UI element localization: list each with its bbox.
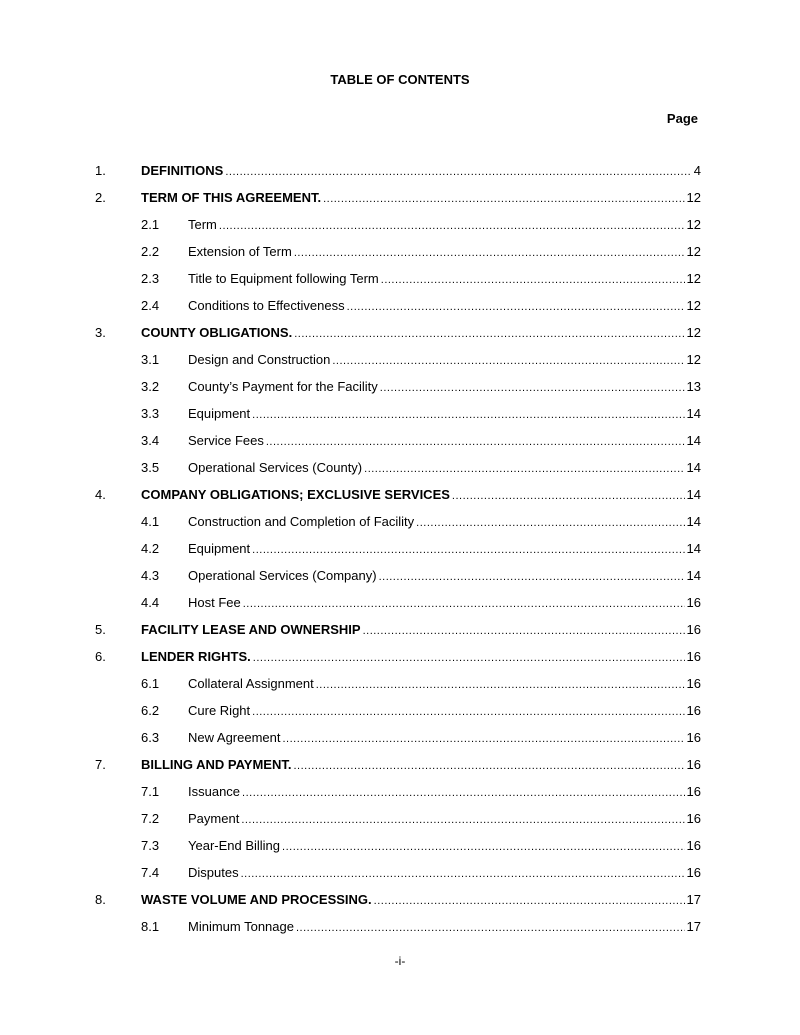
toc-entry-page-number: 16	[686, 649, 701, 664]
toc-entry-page-number: 16	[686, 757, 701, 772]
toc-entry-number: 3.2	[141, 379, 160, 394]
toc-subsection-entry[interactable]	[0, 783, 800, 810]
toc-entry-line	[141, 324, 701, 343]
toc-entry-number: 5.	[95, 622, 106, 637]
toc-subsection-entry[interactable]	[0, 216, 800, 243]
toc-entry-title: TERM OF THIS AGREEMENT.	[141, 190, 322, 205]
toc-entry-title: Service Fees	[188, 433, 264, 448]
toc-entry-title: Design and Construction	[188, 352, 331, 367]
toc-entry-page-number: 12	[686, 190, 701, 205]
toc-entry-number: 3.5	[141, 460, 160, 475]
toc-subsection-entry[interactable]	[0, 675, 800, 702]
toc-entry-page-number: 16	[686, 730, 701, 745]
toc-entry-number: 6.	[95, 649, 106, 664]
toc-dot-leader	[296, 920, 685, 937]
toc-dot-leader	[316, 677, 685, 694]
toc-dot-leader	[241, 866, 685, 883]
toc-entry-page-number: 17	[686, 892, 701, 907]
toc-entry-number: 4.3	[141, 568, 160, 583]
toc-entry-page-number: 16	[686, 703, 701, 718]
toc-section-entry[interactable]	[0, 891, 800, 918]
toc-subsection-entry[interactable]	[0, 378, 800, 405]
toc-dot-leader	[323, 191, 684, 208]
toc-entry-line	[141, 189, 701, 208]
toc-dot-leader	[266, 434, 685, 451]
toc-entry-title: Term	[188, 217, 217, 232]
toc-entry-number: 7.4	[141, 865, 160, 880]
toc-entry-number: 7.1	[141, 784, 160, 799]
toc-dot-leader	[294, 245, 685, 262]
toc-subsection-entry[interactable]	[0, 567, 800, 594]
toc-entry-line	[188, 567, 701, 586]
toc-subsection-entry[interactable]	[0, 432, 800, 459]
toc-section-entry[interactable]	[0, 324, 800, 351]
toc-entry-number: 3.1	[141, 352, 160, 367]
toc-entry-number: 3.3	[141, 406, 160, 421]
toc-entry-page-number: 17	[686, 919, 701, 934]
toc-entry-page-number: 16	[686, 838, 701, 853]
toc-entry-line	[188, 837, 701, 856]
toc-entry-number: 7.	[95, 757, 106, 772]
toc-entry-page-number: 16	[686, 811, 701, 826]
toc-entry-line	[188, 594, 701, 613]
toc-entry-title: Operational Services (Company)	[188, 568, 377, 583]
toc-entry-title: Equipment	[188, 406, 251, 421]
toc-entry-line	[188, 702, 701, 721]
toc-dot-leader	[241, 812, 684, 829]
toc-entry-title: Collateral Assignment	[188, 676, 314, 691]
toc-subsection-entry[interactable]	[0, 918, 800, 945]
toc-entry-page-number: 16	[686, 622, 701, 637]
toc-dot-leader	[252, 542, 684, 559]
toc-entry-title: Title to Equipment following Term	[188, 271, 379, 286]
toc-dot-leader	[242, 785, 684, 802]
toc-entry-page-number: 16	[686, 676, 701, 691]
toc-entry-line	[188, 729, 701, 748]
toc-entry-page-number: 12	[686, 298, 701, 313]
toc-entry-page-number: 14	[686, 568, 701, 583]
toc-subsection-entry[interactable]	[0, 513, 800, 540]
toc-entry-page-number: 12	[686, 244, 701, 259]
toc-entry-page-number: 16	[686, 595, 701, 610]
toc-entry-line	[141, 486, 701, 505]
toc-entry-line	[188, 351, 701, 370]
toc-dot-leader	[294, 326, 684, 343]
toc-entry-line	[188, 918, 701, 937]
toc-subsection-entry[interactable]	[0, 405, 800, 432]
toc-entry-line	[188, 243, 701, 262]
toc-entry-title: Year-End Billing	[188, 838, 281, 853]
toc-entry-line	[188, 432, 701, 451]
toc-entry-title: Extension of Term	[188, 244, 292, 259]
toc-section-entry[interactable]	[0, 162, 800, 189]
toc-subsection-entry[interactable]	[0, 351, 800, 378]
toc-subsection-entry[interactable]	[0, 297, 800, 324]
toc-entry-number: 2.	[95, 190, 106, 205]
toc-entry-title: Payment	[188, 811, 240, 826]
toc-dot-leader	[282, 839, 685, 856]
toc-entry-line	[188, 405, 701, 424]
toc-dot-leader	[374, 893, 685, 910]
toc-entry-page-number: 14	[686, 460, 701, 475]
toc-entry-page-number: 12	[686, 271, 701, 286]
toc-entry-title: WASTE VOLUME AND PROCESSING.	[141, 892, 372, 907]
toc-dot-leader	[347, 299, 685, 316]
toc-dot-leader	[416, 515, 684, 532]
toc-entry-number: 4.1	[141, 514, 160, 529]
toc-entry-page-number: 14	[686, 514, 701, 529]
toc-entry-line	[141, 891, 701, 910]
toc-entry-title: County’s Payment for the Facility	[188, 379, 378, 394]
table-of-contents	[0, 162, 800, 945]
toc-entry-title: Issuance	[188, 784, 241, 799]
toc-entry-page-number: 16	[686, 784, 701, 799]
toc-entry-page-number: 14	[686, 487, 701, 502]
toc-entry-line	[188, 783, 701, 802]
toc-entry-page-number: 12	[686, 352, 701, 367]
toc-dot-leader	[293, 758, 684, 775]
toc-section-entry[interactable]	[0, 648, 800, 675]
toc-subsection-entry[interactable]	[0, 459, 800, 486]
toc-dot-leader	[381, 272, 685, 289]
toc-dot-leader	[380, 380, 685, 397]
toc-subsection-entry[interactable]	[0, 594, 800, 621]
toc-entry-title: Cure Right	[188, 703, 251, 718]
toc-section-entry[interactable]	[0, 189, 800, 216]
toc-subsection-entry[interactable]	[0, 540, 800, 567]
toc-section-entry[interactable]	[0, 486, 800, 513]
toc-entry-line	[188, 540, 701, 559]
toc-dot-leader	[379, 569, 685, 586]
toc-entry-line	[141, 648, 701, 667]
toc-entry-title: Conditions to Effectiveness	[188, 298, 345, 313]
toc-entry-page-number: 14	[686, 406, 701, 421]
toc-dot-leader	[364, 461, 684, 478]
toc-subsection-entry[interactable]	[0, 702, 800, 729]
toc-entry-title: Disputes	[188, 865, 239, 880]
toc-entry-line	[188, 378, 701, 397]
toc-entry-title: Construction and Completion of Facility	[188, 514, 415, 529]
toc-entry-page-number: 12	[686, 325, 701, 340]
toc-entry-number: 6.3	[141, 730, 160, 745]
toc-entry-title: COMPANY OBLIGATIONS; EXCLUSIVE SERVICES	[141, 487, 450, 502]
toc-entry-page-number: 14	[686, 541, 701, 556]
page-footer-number: -i-	[394, 954, 406, 968]
toc-subsection-entry[interactable]	[0, 810, 800, 837]
toc-entry-line	[141, 162, 701, 181]
toc-subsection-entry[interactable]	[0, 270, 800, 297]
toc-dot-leader	[452, 488, 685, 505]
toc-dot-leader	[332, 353, 684, 370]
toc-dot-leader	[253, 650, 685, 667]
toc-entry-page-number: 12	[686, 217, 701, 232]
toc-section-entry[interactable]	[0, 756, 800, 783]
toc-entry-number: 4.2	[141, 541, 160, 556]
toc-entry-title: COUNTY OBLIGATIONS.	[141, 325, 293, 340]
toc-entry-number: 2.2	[141, 244, 160, 259]
toc-entry-page-number: 4	[693, 163, 701, 178]
toc-entry-line	[188, 810, 701, 829]
toc-entry-title: FACILITY LEASE AND OWNERSHIP	[141, 622, 361, 637]
toc-entry-line	[188, 675, 701, 694]
toc-entry-title: New Agreement	[188, 730, 281, 745]
toc-subsection-entry[interactable]	[0, 729, 800, 756]
toc-entry-number: 4.	[95, 487, 106, 502]
toc-entry-number: 3.4	[141, 433, 160, 448]
toc-entry-line	[188, 297, 701, 316]
toc-entry-page-number: 16	[686, 865, 701, 880]
toc-entry-line	[188, 864, 701, 883]
toc-entry-title: BILLING AND PAYMENT.	[141, 757, 292, 772]
toc-dot-leader	[252, 704, 684, 721]
page-column-header: Page	[666, 111, 698, 126]
toc-entry-number: 3.	[95, 325, 106, 340]
toc-entry-line	[188, 216, 701, 235]
toc-entry-number: 8.	[95, 892, 106, 907]
toc-entry-line	[188, 270, 701, 289]
toc-dot-leader	[243, 596, 685, 613]
toc-entry-number: 1.	[95, 163, 106, 178]
toc-subsection-entry[interactable]	[0, 837, 800, 864]
toc-subsection-entry[interactable]	[0, 864, 800, 891]
page-title: TABLE OF CONTENTS	[330, 72, 470, 87]
toc-entry-title: Operational Services (County)	[188, 460, 363, 475]
toc-entry-number: 2.1	[141, 217, 160, 232]
toc-entry-page-number: 13	[686, 379, 701, 394]
toc-entry-number: 8.1	[141, 919, 160, 934]
toc-dot-leader	[219, 218, 685, 235]
toc-entry-number: 7.2	[141, 811, 160, 826]
toc-entry-number: 4.4	[141, 595, 160, 610]
toc-entry-title: Minimum Tonnage	[188, 919, 294, 934]
toc-entry-title: DEFINITIONS	[141, 163, 224, 178]
toc-entry-number: 6.1	[141, 676, 160, 691]
toc-dot-leader	[363, 623, 685, 640]
toc-entry-title: LENDER RIGHTS.	[141, 649, 251, 664]
toc-entry-line	[141, 621, 701, 640]
toc-dot-leader	[283, 731, 685, 748]
toc-entry-page-number: 14	[686, 433, 701, 448]
toc-entry-number: 7.3	[141, 838, 160, 853]
toc-dot-leader	[252, 407, 684, 424]
toc-entry-number: 6.2	[141, 703, 160, 718]
toc-entry-number: 2.3	[141, 271, 160, 286]
toc-entry-line	[188, 459, 701, 478]
toc-entry-title: Host Fee	[188, 595, 241, 610]
toc-entry-title: Equipment	[188, 541, 251, 556]
toc-section-entry[interactable]	[0, 621, 800, 648]
toc-entry-line	[188, 513, 701, 532]
toc-subsection-entry[interactable]	[0, 243, 800, 270]
toc-entry-line	[141, 756, 701, 775]
toc-dot-leader	[225, 164, 691, 181]
toc-entry-number: 2.4	[141, 298, 160, 313]
